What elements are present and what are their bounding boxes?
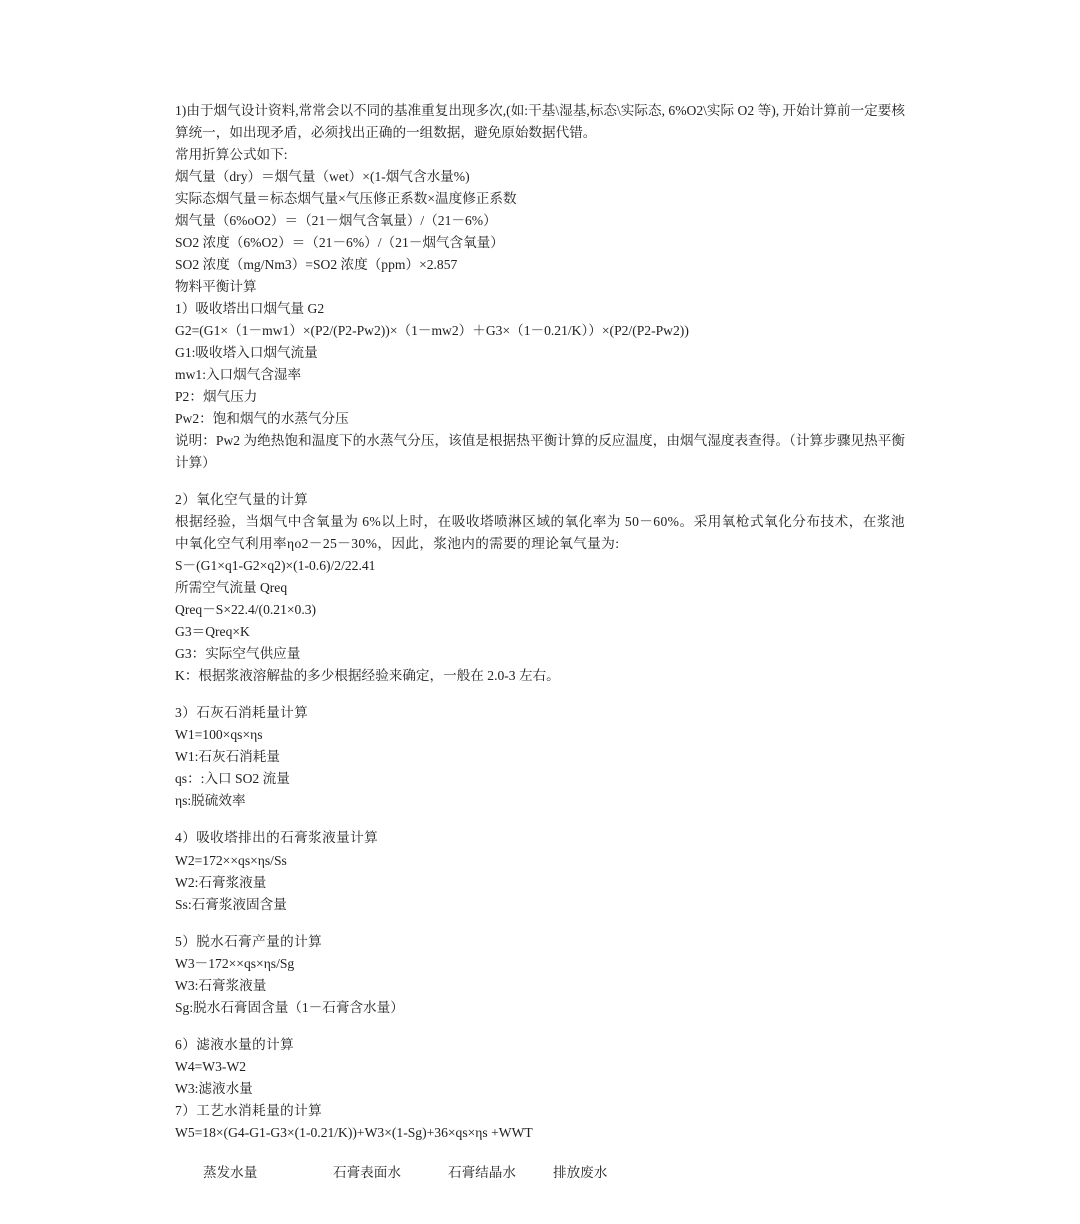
section-5-line-3: Sg:脱水石膏固含量（1－石膏含水量）	[175, 999, 404, 1015]
section-3-line-2: W1:石灰石消耗量	[175, 749, 280, 765]
section-2-line-5: G3＝Qreq×K	[175, 624, 250, 640]
section-4-line-2: W2:石膏浆液量	[175, 874, 267, 890]
footer-label-gypsum-crystal-water: 石膏结晶水	[448, 1164, 516, 1180]
section-1-line-1: G2=(G1×（1－mw1）×(P2/(P2-Pw2))×（1－mw2）＋G3×（1－0.21/K））×(P2/(P2-Pw2))	[175, 323, 689, 339]
section-5-line-2: W3:石膏浆液量	[175, 977, 267, 993]
section-1-line-3: mw1:入口烟气含湿率	[175, 367, 302, 383]
spacer	[175, 812, 905, 827]
common-formula-heading: 常用折算公式如下:	[175, 147, 288, 163]
section-1-line-6: 说明：Pw2 为绝热饱和温度下的水蒸气分压，该值是根据热平衡计算的反应温度，由烟气湿度表查得。（计算步骤见热平衡计算）	[175, 433, 905, 471]
section-4-line-3: Ss:石膏浆液固含量	[175, 896, 287, 912]
spacer	[175, 474, 905, 489]
section-1-line-5: Pw2：饱和烟气的水蒸气分压	[175, 411, 349, 427]
section-5-line-1: W3－172××qs×ηs/Sg	[175, 955, 295, 971]
section-1-line-4: P2：烟气压力	[175, 389, 258, 405]
spacer	[175, 687, 905, 702]
section-4-title: 4）吸收塔排出的石膏浆液量计算	[175, 830, 379, 846]
section-2-line-4: Qreq－S×22.4/(0.21×0.3)	[175, 602, 317, 618]
common-formula-line-4: SO2 浓度（6%O2）＝（21－6%）/（21－烟气含氧量）	[175, 235, 504, 251]
section-2-line-3: 所需空气流量 Qreq	[175, 580, 288, 596]
section-4-line-1: W2=172××qs×ηs/Ss	[175, 852, 287, 868]
section-3-line-3: qs：:入口 SO2 流量	[175, 771, 290, 787]
section-2-line-7: K：根据浆液溶解盐的多少根据经验来确定，一般在 2.0-3 左右。	[175, 668, 560, 684]
document-body	[175, 100, 905, 1184]
section-2-line-1: 根据经验，当烟气中含氧量为 6%以上时，在吸收塔喷淋区域的氧化率为 50－60%。采用氧枪式氧化分布技术，在浆池中氧化空气利用率ηo2－25－30%，因此，浆池内的需要的理论氧气量为:	[175, 514, 905, 552]
spacer	[175, 1019, 905, 1034]
section-7-title: 7）工艺水消耗量的计算	[175, 1102, 323, 1118]
footer-label-waste-discharge: 排放废水	[553, 1164, 608, 1180]
section-2-line-6: G3：实际空气供应量	[175, 646, 301, 662]
common-formula-line-2: 实际态烟气量＝标态烟气量×气压修正系数×温度修正系数	[175, 191, 517, 207]
section-5-title: 5）脱水石膏产量的计算	[175, 933, 323, 949]
section-1-title: 1）吸收塔出口烟气量 G2	[175, 301, 325, 317]
section-3-line-4: ηs:脱硫效率	[175, 793, 246, 809]
intro-paragraph: 1)由于烟气设计资料,常常会以不同的基准重复出现多次,(如:干基\湿基,标态\实际态, 6%O2\实际 O2 等), 开始计算前一定要核算统一，如出现矛盾，必须找出正确的一组数据，避免原始数据代错。	[175, 103, 905, 141]
section-2-title: 2）氧化空气量的计算	[175, 492, 309, 508]
footer-label-row	[175, 1162, 905, 1184]
section-3-line-1: W1=100×qs×ηs	[175, 727, 263, 743]
section-2-line-2: S－(G1×q1-G2×q2)×(1-0.6)/2/22.41	[175, 558, 376, 574]
section-6-line-1: W4=W3-W2	[175, 1058, 247, 1074]
section-3-title: 3）石灰石消耗量计算	[175, 705, 309, 721]
section-7-line-1: W5=18×(G4-G1-G3×(1-0.21/K))+W3×(1-Sg)+36×qs×ηs +WWT	[175, 1124, 533, 1140]
spacer	[175, 916, 905, 931]
common-formula-line-1: 烟气量（dry）＝烟气量（wet）×(1-烟气含水量%)	[175, 169, 470, 185]
footer-label-evaporation: 蒸发水量	[203, 1164, 258, 1180]
footer-label-gypsum-surface-water: 石膏表面水	[333, 1164, 401, 1180]
material-balance-heading: 物料平衡计算	[175, 279, 257, 295]
common-formula-line-5: SO2 浓度（mg/Nm3）=SO2 浓度（ppm）×2.857	[175, 257, 458, 273]
common-formula-line-3: 烟气量（6%oO2）＝（21－烟气含氧量）/（21－6%）	[175, 213, 497, 229]
section-6-title: 6）滤液水量的计算	[175, 1036, 295, 1052]
section-6-line-2: W3:滤液水量	[175, 1080, 253, 1096]
section-1-line-2: G1:吸收塔入口烟气流量	[175, 345, 318, 361]
